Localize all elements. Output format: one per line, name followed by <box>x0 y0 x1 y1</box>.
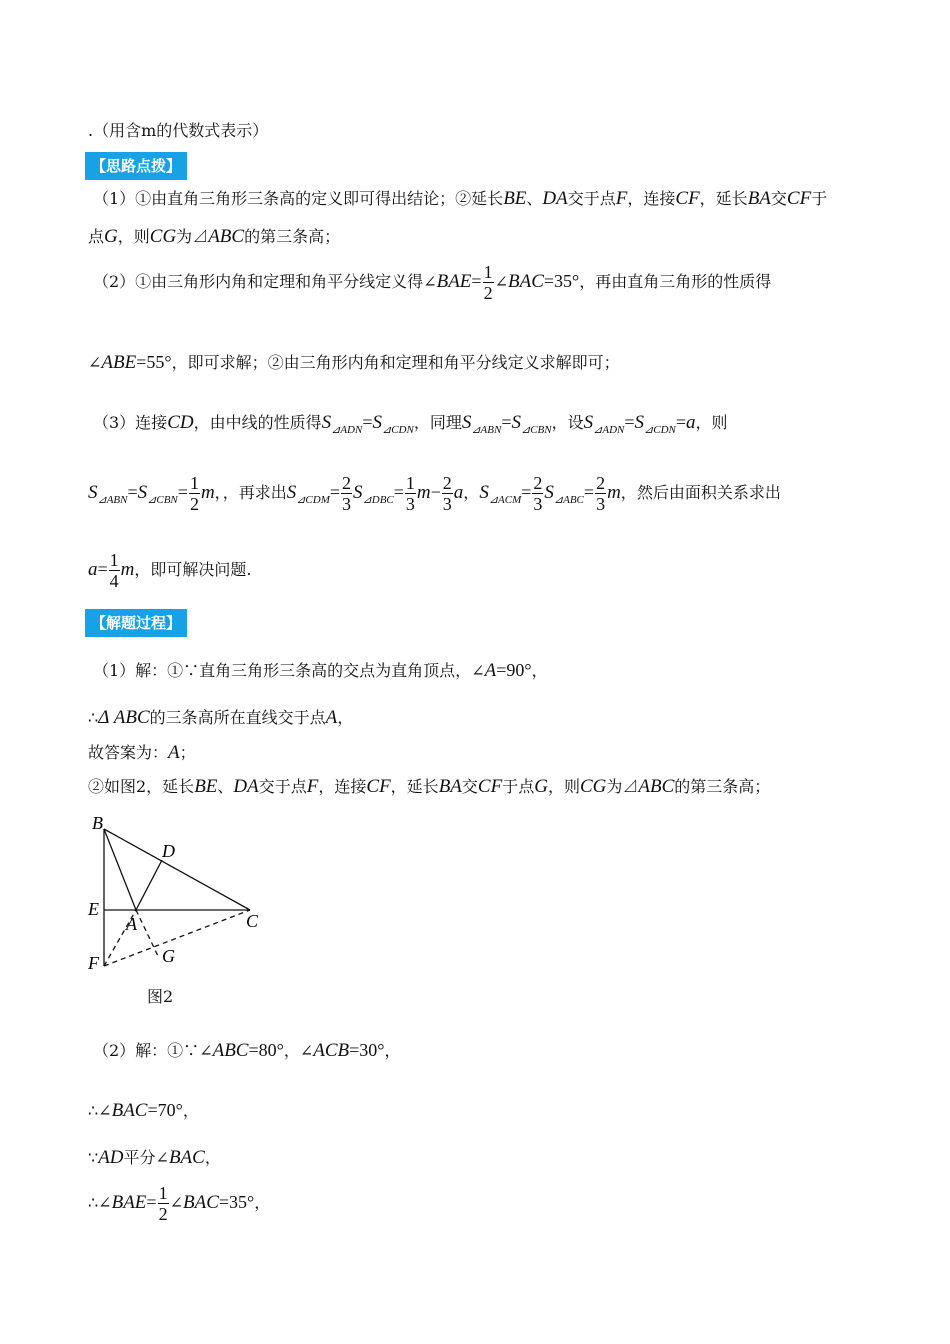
label-f: F <box>88 953 99 973</box>
solution-line-8: ∴∠BAE= $\frac{1}{2}$ ∠BAC=35°， <box>88 1183 271 1224</box>
hint-paragraph-1a: （1）①由直角三角形三条高的定义即可得出结论；②延长BE、DA交于点F，连接CF，延长BA交CF于 <box>93 188 828 209</box>
solution-line-3: 故答案为：A； <box>88 742 196 763</box>
solution-line-6: ∴∠BAC=70°， <box>88 1100 199 1121</box>
hint-paragraph-2a: （2）①由三角形内角和定理和角平分线定义得∠BAE= $\frac{1}{2}$ ∠BAC=35°，再由直角三角形的性质得 <box>93 262 772 303</box>
top-line: .（用含m的代数式表示） <box>88 121 269 140</box>
hint-paragraph-1b: 点G，则CG为⊿ABC的第三条高； <box>88 226 341 247</box>
label-g: G <box>162 946 175 966</box>
solution-tag: 【解题过程】 <box>85 609 187 637</box>
segment-ad <box>136 860 162 910</box>
segment-bc <box>104 829 250 910</box>
solution-line-5: （2）解：①∵∠ABC=80°，∠ACB=30°， <box>93 1040 401 1061</box>
label-a: A <box>126 914 137 934</box>
hint-paragraph-3b: $S_{⊿ABN}=S_{⊿CBN}=$ $\frac{1}{2}$ m，，再求出$S_{⊿CDM}=$ $\frac{2}{3}$ $S_{⊿DBC}=$ $\frac{1}{3}$ m− $\frac{2}{3}$ a，$S_{⊿ACM}=$ $\frac{2}{3}$ $S_{⊿ABC}=$ $\frac{2}{3}$ m，然后由面积关系求出 <box>88 473 781 514</box>
label-d: D <box>162 841 175 861</box>
solution-line-1: （1）解：①∵直角三角形三条高的交点为直角顶点，∠A=90°， <box>93 660 548 681</box>
figure-2 <box>84 812 274 977</box>
hint-paragraph-3c: a= $\frac{1}{4}$ m，即可解决问题. <box>88 550 252 591</box>
solution-line-4: ②如图2，延长BE、DA交于点F，连接CF，延长BA交CF于点G，则CG为⊿ABC的第三条高； <box>88 776 771 797</box>
label-b: B <box>92 813 103 833</box>
label-c: C <box>246 911 259 931</box>
figure-caption: 图2 <box>147 987 174 1006</box>
segment-ba <box>104 829 136 910</box>
hint-paragraph-2b: ∠ABE=55°，即可求解；②由三角形内角和定理和角平分线定义求解即可； <box>88 352 620 373</box>
solution-line-2: ∴Δ ABC的三条高所在直线交于点A， <box>88 707 354 728</box>
hint-paragraph-3a: （3）连接CD，由中线的性质得$S_{⊿ADN}=S_{⊿CDN}$，同理$S_{⊿ABN}=S_{⊿CBN}$，设$S_{⊿ADN}=S_{⊿CDN}=a$，则 <box>93 412 728 436</box>
label-e: E <box>88 899 99 919</box>
solution-line-7: ∵AD平分∠BAC， <box>88 1147 221 1168</box>
hint-tag: 【思路点拨】 <box>85 152 187 180</box>
